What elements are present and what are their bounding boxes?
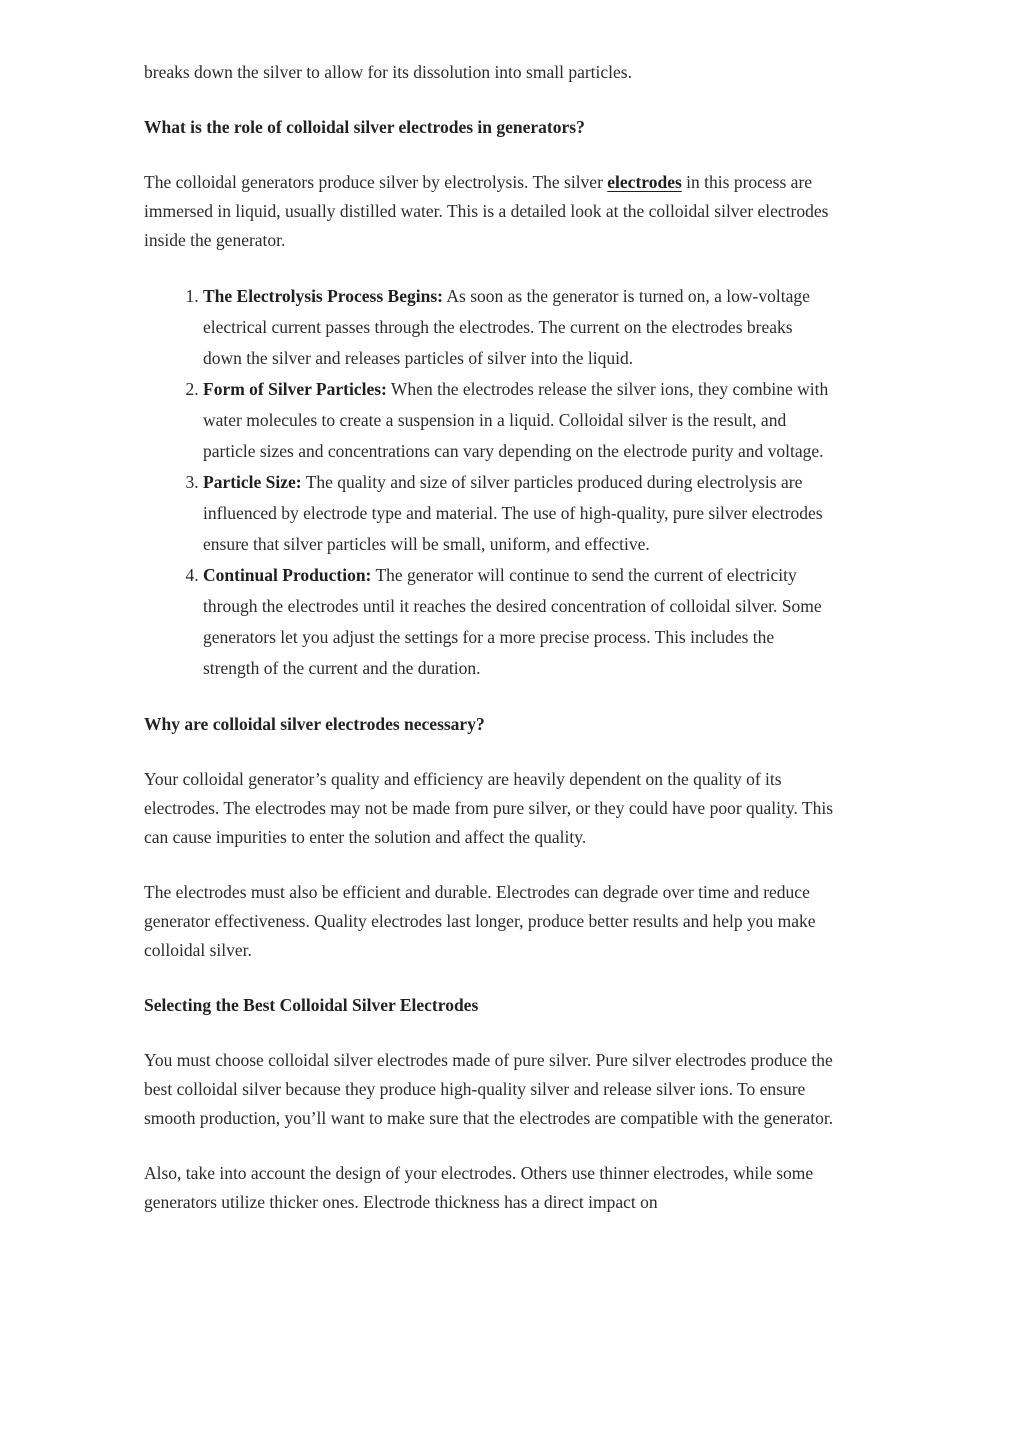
section-heading-selecting: Selecting the Best Colloidal Silver Electrodes — [144, 995, 479, 1015]
list-item-text: As soon as the generator is turned on, a low-voltage electrical current passes through the electrodes. The current on the electrodes breaks down the silver and releases particles of silver into the liquid. — [203, 286, 810, 368]
paragraph-text-after-link: in this process are immersed in liquid, usually distilled water. This is a detailed look at the colloidal silver electrodes inside the generator. — [144, 172, 829, 250]
list-item-title: The Electrolysis Process Begins: — [203, 286, 443, 306]
list-item — [203, 374, 834, 467]
section-selecting-paragraph-2: Also, take into account the design of your electrodes. Others use thinner electrodes, while some generators utilize thicker ones. Electrode thickness has a direct impact on — [144, 1163, 814, 1212]
list-item-title: Form of Silver Particles: — [203, 379, 387, 399]
section-heading-necessary: Why are colloidal silver electrodes necessary? — [144, 714, 485, 734]
section-necessary-paragraph-2: The electrodes must also be efficient and durable. Electrodes can degrade over time and reduce generator effectiveness. Quality electrodes last longer, produce better results and help you make colloidal silver. — [144, 882, 816, 960]
article-body — [144, 58, 834, 1243]
electrolysis-steps-list — [144, 281, 834, 684]
list-item — [203, 281, 834, 374]
intro-fragment: breaks down the silver to allow for its dissolution into small particles. — [144, 62, 632, 82]
paragraph-text-before-link: The colloidal generators produce silver by electrolysis. The silver — [144, 172, 608, 192]
list-item-text: The generator will continue to send the current of electricity through the electrodes until it reaches the desired concentration of colloidal silver. Some generators let you adjust the settings for a more precise process. This includes the strength of the current and the duration. — [203, 565, 822, 678]
electrodes-link[interactable]: electrodes — [607, 172, 682, 192]
section-role-paragraph — [144, 168, 834, 255]
list-item — [203, 467, 834, 560]
list-item-title: Continual Production: — [203, 565, 372, 585]
section-selecting-paragraph-1: You must choose colloidal silver electrodes made of pure silver. Pure silver electrodes produce the best colloidal silver because they produce high-quality silver and release silver ions. To ensure smooth production, you’ll want to make sure that the electrodes are compatible with the generator. — [144, 1050, 834, 1128]
list-item-text: When the electrodes release the silver ions, they combine with water molecules to create a suspension in a liquid. Colloidal silver is the result, and particle sizes and concentrations can vary depending on the electrode purity and voltage. — [203, 379, 829, 461]
list-item-title: Particle Size: — [203, 472, 302, 492]
section-necessary-paragraph-1: Your colloidal generator’s quality and efficiency are heavily dependent on the quality of its electrodes. The electrodes may not be made from pure silver, or they could have poor quality. This can cause impurities to enter the solution and affect the quality. — [144, 769, 834, 847]
list-item — [203, 560, 834, 684]
section-heading-role: What is the role of colloidal silver electrodes in generators? — [144, 117, 585, 137]
list-item-text: The quality and size of silver particles produced during electrolysis are influenced by electrode type and material. The use of high-quality, pure silver electrodes ensure that silver particles will be small, uniform, and effective. — [203, 472, 823, 554]
